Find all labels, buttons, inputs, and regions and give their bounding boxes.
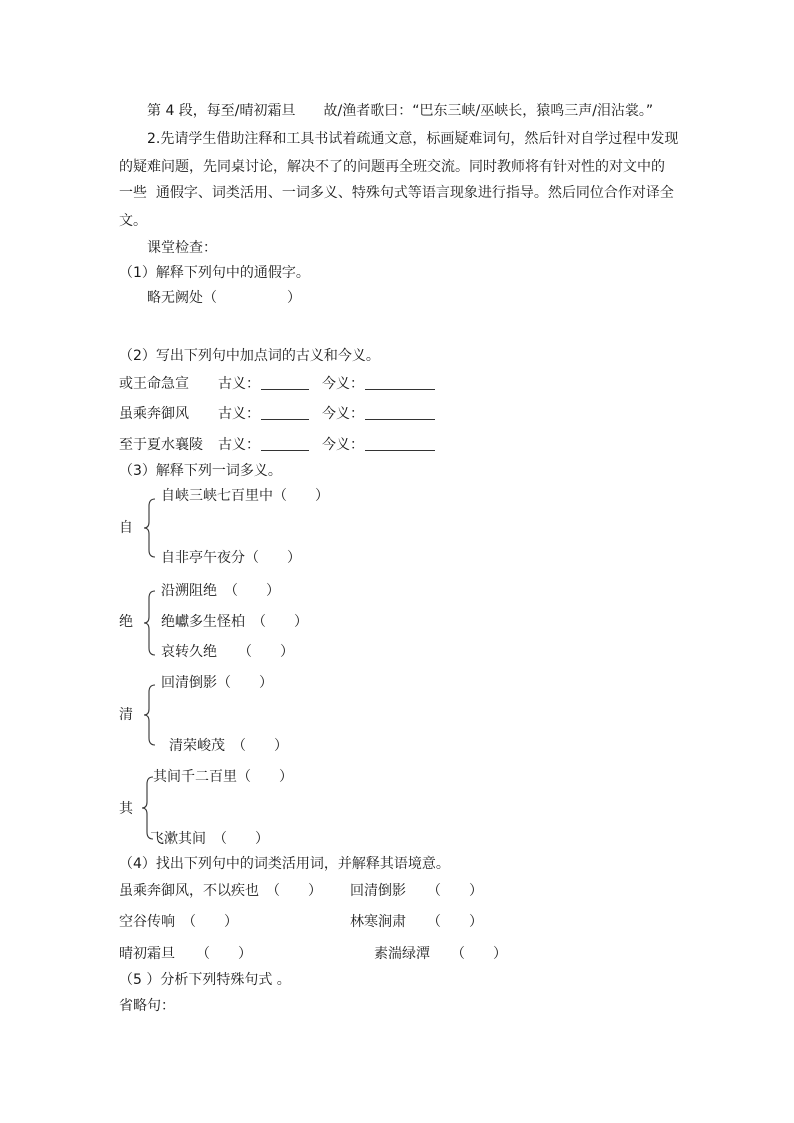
jin-answer-blank[interactable] bbox=[365, 375, 435, 390]
polysemy-char-zi: 自 bbox=[119, 520, 133, 536]
polysemy-item: 清荣峻茂 （ ） bbox=[169, 738, 288, 754]
q2-jin-label: 今义： bbox=[322, 406, 364, 422]
polysemy-item: 自峡三峡七百里中（ ） bbox=[161, 488, 329, 504]
conversion-item: 空谷传响 （ ） bbox=[119, 914, 238, 930]
jin-answer-blank[interactable] bbox=[365, 436, 435, 451]
q2-gu-label: 古义： bbox=[218, 406, 260, 422]
q2-gu-label: 古义： bbox=[218, 376, 260, 392]
polysemy-item: 其间千二百里（ ） bbox=[153, 769, 293, 785]
q2-phrase: 或王命急宣 bbox=[119, 376, 189, 392]
conversion-item: 林寒涧肃 （ ） bbox=[350, 914, 483, 930]
class-check-title: 课堂检查： bbox=[147, 240, 217, 256]
polysemy-item: 自非亭午夜分（ ） bbox=[161, 550, 301, 566]
conversion-item: 素湍绿潭 （ ） bbox=[374, 946, 507, 962]
left-brace-icon bbox=[143, 498, 157, 558]
q2-phrase: 至于夏水襄陵 bbox=[119, 437, 203, 453]
instruction-line-1: 2.先请学生借助注释和工具书试着疏通文意，标画疑难词句，然后针对自学过程中发现 bbox=[147, 131, 679, 147]
q3-title: （3）解释下列一词多义。 bbox=[119, 463, 282, 479]
q1-item: 略无阙处（ ） bbox=[147, 290, 301, 306]
instruction-line-4: 文。 bbox=[119, 213, 147, 229]
polysemy-item: 沿溯阻绝 （ ） bbox=[161, 583, 280, 599]
q5-sub-omission: 省略句： bbox=[119, 998, 175, 1014]
q1-title: （1）解释下列句中的通假字。 bbox=[119, 265, 310, 281]
jin-answer-blank[interactable] bbox=[365, 405, 435, 420]
gu-answer-blank[interactable] bbox=[261, 375, 309, 390]
polysemy-item: 哀转久绝 （ ） bbox=[161, 644, 294, 660]
q2-phrase: 虽乘奔御风 bbox=[119, 406, 189, 422]
paragraph-4-reading: 第 4 段，每至/晴初霜旦 故/渔者歌曰：“巴东三峡/巫峡长，猿鸣三声/泪沾裳。” bbox=[147, 103, 654, 119]
q2-title: （2）写出下列句中加点词的古义和今义。 bbox=[119, 348, 380, 364]
polysemy-char-jue: 绝 bbox=[119, 614, 133, 630]
conversion-item: 晴初霜旦 （ ） bbox=[119, 946, 252, 962]
instruction-line-3: 一些 通假字、词类活用、一词多义、特殊句式等语言现象进行指导。然后同位合作对译全 bbox=[119, 185, 674, 201]
gu-answer-blank[interactable] bbox=[261, 405, 309, 420]
conversion-item: 回清倒影 （ ） bbox=[350, 883, 483, 899]
conversion-item: 虽乘奔御风，不以疾也 （ ） bbox=[119, 883, 322, 899]
q5-title: （5 ）分析下列特殊句式 。 bbox=[119, 972, 291, 988]
polysemy-item: 飞漱其间 （ ） bbox=[150, 831, 269, 847]
left-brace-icon bbox=[143, 684, 157, 746]
q2-jin-label: 今义： bbox=[322, 376, 364, 392]
q4-title: （4）找出下列句中的词类活用词，并解释其语境意。 bbox=[119, 856, 450, 872]
q2-jin-label: 今义： bbox=[322, 437, 364, 453]
left-brace-icon bbox=[143, 590, 157, 656]
polysemy-char-qing: 清 bbox=[119, 707, 133, 723]
polysemy-item: 回清倒影（ ） bbox=[161, 675, 273, 691]
polysemy-char-qi: 其 bbox=[119, 801, 133, 817]
gu-answer-blank[interactable] bbox=[261, 436, 309, 451]
polysemy-item: 绝巘多生怪柏 （ ） bbox=[161, 614, 308, 630]
q2-gu-label: 古义： bbox=[218, 437, 260, 453]
instruction-line-2: 的疑难问题，先同桌讨论，解决不了的问题再全班交流。同时教师将有针对性的对文中的 bbox=[119, 159, 665, 175]
